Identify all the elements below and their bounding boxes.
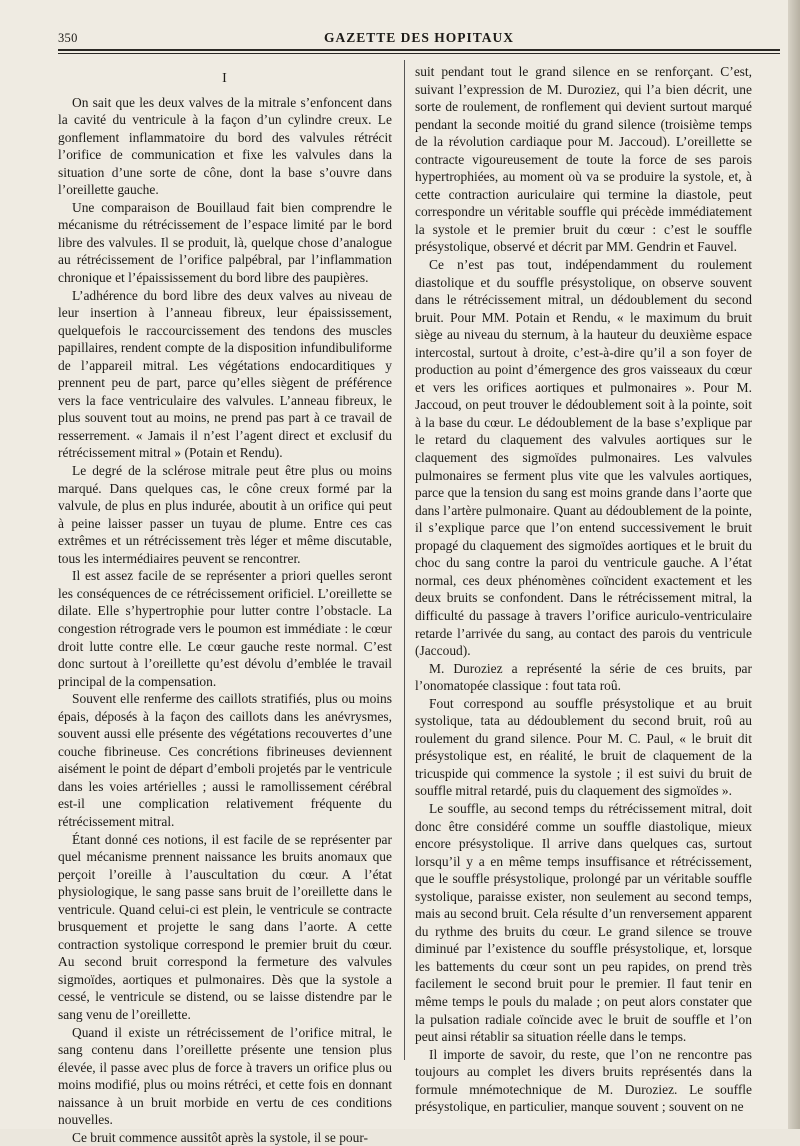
- column-divider: [404, 60, 405, 1060]
- section-number: I: [222, 71, 228, 86]
- paragraph: L’adhérence du bord libre des deux valves au niveau de leur insertion à l’anneau fibreux, leur épaississement, quelquefois le raccourcissement des tendons des muscles papillaires, rendent compte de la disposition infundibuliforme de l’appareil mitral. Les végétations endocarditiques y prennent peu de part, parce qu’elles siègent de préférence vers la face ventriculaire des valvules. L’anneau fibreux, le plus souvent tout au moins, ne prend pas part à ce travail de resserrement. « Jamais il n’est l’agent direct et exclusif du rétrécissement mitral » (Potain et Rendu).: [58, 287, 392, 461]
- paragraph: Souvent elle renferme des caillots stratifiés, plus ou moins épais, déposés à la façon des caillots dans les anévrysmes, souvent aussi elle présente des végétations recouvertes d’une couche fibrineuse. Ces concrétions fibrineuses deviennent aisément le point de départ d’emboli projetés par le ventricule dans les voies artérielles ; aussi le ramollissement cérébral est-il une complication relativement fréquente du rétrécissement mitral.: [58, 691, 392, 829]
- paragraph: Ce n’est pas tout, indépendamment du roulement diastolique et du souffle présystolique, on observe souvent dans le rétrécissement mitral, un dédoublement du second bruit. Pour MM. Potain et Rendu, « le maximum du bruit siège au niveau du sternum, à la hauteur du deuxième espace intercostal, surtout à droite, c’est-à-dire qu’il a son foyer de production au point d’émergence des gros vaisseaux du cœur et vers les orifices aortiques et pulmonaires ». Pour M. Jaccoud, on peut trouver le dédoublement soit à la pointe, soit à la base du cœur. Le dédoublement de la base s’explique par le retard du claquement des valvules aortiques sur le claquement des sigmoïdes pulmonaires. Les valvules pulmonaires se ferment plus vite que les valvules aortiques, parce que la tension du sang est moins grande dans l’aorte que dans l’artère pulmonaire. Quant au dédoublement de la pointe, il s’explique parce que l’on entend successivement le bruit propagé du claquement des sigmoïdes aortiques et le bruit du choc du sang contre la paroi du ventricule gauche. A l’état normal, ces deux phénomènes coïncident exactement et les deux bruits se confondent. Dans le rétrécissement mitral, la difficulté du passage à travers l’orifice auriculo-ventriculaire retarde l’arrivée du sang, au contact des parois du ventricule (Jaccoud).: [415, 257, 752, 659]
- paragraph: Le souffle, au second temps du rétrécissement mitral, doit donc être considéré comme un souffle diastolique, mieux encore présystolique. Il arrive dans quelques cas, surtout lorsqu’il y a en même temps insuffisance et rétrécissement, que le souffle présystolique, prolongé par un véritable souffle systolique, paraisse exister, non seulement au second temps, mais au second bruit. Cela résulte d’un renversement apparent du rythme des bruits du cœur. Le grand silence se trouve diminué par l’existence du souffle présystolique, et, lorsque les battements du cœur sont un peu rapides, on prend très facilement le second bruit pour le premier. Il faut tenir en même temps le pouls du malade ; on peut alors constater que la pulsation radiale coïncide avec le bruit de souffle et l’on peut ainsi rétablir sa situation réelle dans le temps.: [415, 800, 752, 1045]
- header-rule-thin: [58, 53, 780, 54]
- paragraph: Il est assez facile de se représenter a priori quelles seront les conséquences de ce rétrécissement orificiel. L’oreillette se dilate. Elle s’hypertrophie pour lutter contre l’obstacle. La congestion rétrograde vers le poumon est immédiate : le cœur droit lutte contre elle. Le cœur gauche reste normal. C’est donc surtout à l’oreillette qu’est dévolu d’emblée le travail principal de la compensation.: [58, 568, 392, 689]
- paragraph: On sait que les deux valves de la mitrale s’enfoncent dans la cavité du ventricule à la façon d’un cylindre creux. Le gonflement inflammatoire du bord des valvules rétrécit l’orifice de communication et fixe les valvules dans la situation d’une sorte de cône, dont la base s’ouvre dans l’oreillette gauche.: [58, 94, 392, 198]
- page-edge: [788, 0, 800, 1129]
- page-number: 350: [58, 31, 78, 45]
- paragraph: Le degré de la sclérose mitrale peut être plus ou moins marqué. Dans quelques cas, le cône creux formé par la valvule, de plus en plus indurée, aboutit à un orifice qui peut à peine laisser passer un tuyau de plume. Entre ces cas extrêmes et un rétrécissement très léger et même discutable, tous les intermédiaires peuvent se rencontrer.: [58, 463, 392, 566]
- paragraph: Quand il existe un rétrécissement de l’orifice mitral, le sang contenu dans l’oreillette présente une tension plus élevée, il passe avec plus de force à travers un orifice plus ou moins modifié, plus ou moins rétréci, et cette fois en donnant naissance à un bruit morbide en vertu de ces conditions nouvelles.: [58, 1024, 392, 1128]
- paragraph: Une comparaison de Bouillaud fait bien comprendre le mécanisme du rétrécissement de l’espace limité par le bord libre des valvules. Il se produit, là, quelque chose d’analogue au rétrécissement de l’orifice palpébral, par l’inflammation chronique et l’épaississement du bord libre des paupières.: [58, 199, 392, 286]
- left-column: [58, 62, 392, 1146]
- paragraph: Il importe de savoir, du reste, que l’on ne rencontre pas toujours au complet les divers bruits représentés dans la formule mnémotechnique de M. Duroziez. Le souffle présystolique, en particulier, manque souvent ; souvent on ne: [415, 1046, 752, 1115]
- paragraph: M. Duroziez a représenté la série de ces bruits, par l’onomatopée classique : fout tata roû.: [415, 660, 752, 694]
- header-rule: [58, 49, 780, 51]
- paragraph: suit pendant tout le grand silence en se renforçant. C’est, suivant l’expression de M. Duroziez, qui l’a bien décrit, une sorte de roulement, de ronflement qui devient surtout marqué pendant la seconde moitié du grand silence (troisième temps de la révolution cardiaque pour M. Jaccoud). L’oreillette se contracte vigoureusement de toute la force de ses parois hypertrophiées, au moment où va se produire la systole, et, à cette contraction auriculaire qui termine la diastole, peut correspondre un véritable souffle qui précède immédiatement la systole et le premier bruit du cœur : c’est le souffle présystolique, observé et décrit par MM. Gendrin et Fauvel.: [415, 64, 752, 255]
- journal-title: GAZETTE DES HOPITAUX: [323, 30, 515, 45]
- paragraph: Ce bruit commence aussitôt après la systole, il se pour-: [72, 1129, 369, 1145]
- paragraph: Fout correspond au souffle présystolique et au bruit systolique, tata au dédoublement du second bruit, roû au roulement du grand silence. Pour M. C. Paul, « le bruit dit présystolique est, en réalité, le bruit de claquement de la tricuspide qui commence la systole ; il est suivi du bruit de souffle mitral retardé, puis du claquement des sigmoïdes ».: [415, 695, 752, 799]
- paragraph: Étant donné ces notions, il est facile de se représenter par quel mécanisme prennent naissance les bruits anomaux que perçoit l’oreille à l’auscultation du cœur. A l’état physiologique, le sang passe sans bruit de l’oreillette dans le ventricule. Quand celui-ci est plein, le ventricule se contracte brusquement et projette le sang dans l’aorte. A cette contraction systolique correspond le premier bruit du cœur. Au second bruit correspond la fermeture des valvules sigmoïdes, aortiques et pulmonaires. Dès que la systole a cessé, le ventricule se distend, ou se laisse distendre par le sang venu de l’oreillette.: [58, 831, 392, 1022]
- right-column: [415, 63, 752, 1116]
